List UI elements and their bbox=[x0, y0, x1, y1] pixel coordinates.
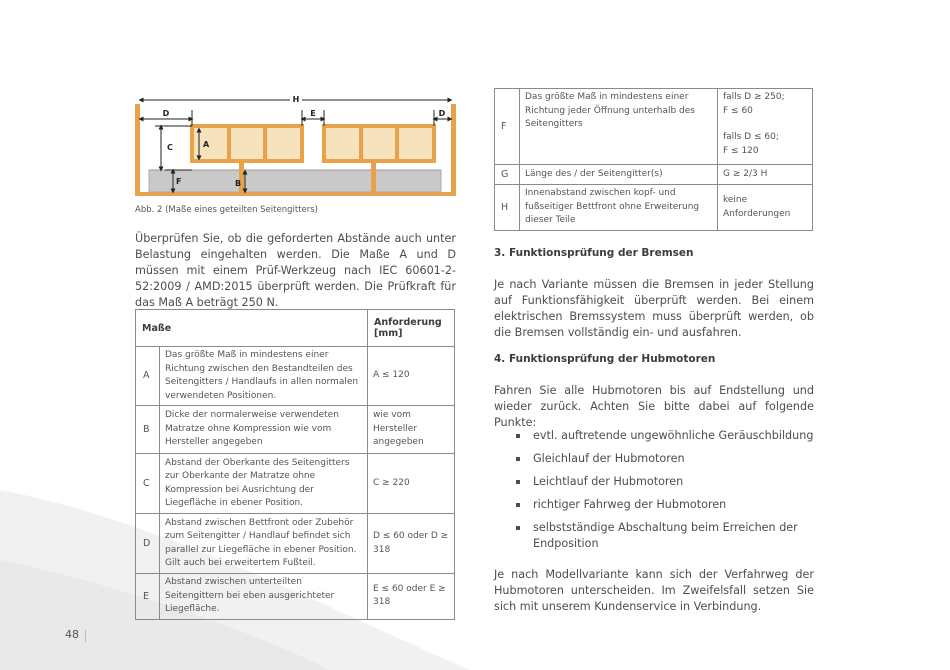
table-row bbox=[136, 406, 455, 454]
row-description: Innenabstand zwischen kopf- und fußseitiger Bettfront ohne Erweiterung dieser Teile bbox=[520, 185, 718, 231]
row-description: Länge des / der Seitengitter(s) bbox=[520, 165, 718, 185]
bullet-icon bbox=[516, 503, 520, 507]
row-description: Das größte Maß in mindestens einer Richtung jeder Öffnung unterhalb des Seitengitters bbox=[520, 89, 718, 165]
row-key: D bbox=[136, 514, 160, 574]
requirement-line: falls D ≤ 60; bbox=[723, 132, 779, 142]
section-4-outro: Je nach Modellvariante kann sich der Verfahrweg der Hubmotoren unterscheiden. Im Zweifelsfall setzen Sie sich mit unserem Kundenservice in Verbindung. bbox=[494, 568, 814, 613]
dim-label-h: H bbox=[292, 95, 300, 104]
table-header-row bbox=[136, 310, 455, 347]
bullet-icon bbox=[516, 480, 520, 484]
row-description: Abstand zwischen Bettfront oder Zubehör zum Seitengitter / Handlauf befindet sich parallel zur Liegefläche in ebener Position. Gilt auch bei erweitertem Fußteil. bbox=[160, 514, 368, 574]
header-measure: Maße bbox=[136, 310, 368, 347]
page-number: 48 bbox=[65, 628, 79, 641]
table-row bbox=[495, 165, 813, 185]
bullet-icon bbox=[516, 526, 520, 530]
section-4-intro: Fahren Sie alle Hubmotoren bis auf Endstellung und wieder zurück. Achten Sie bitte dabei auf folgende Punkte: bbox=[494, 384, 814, 429]
requirement-line bbox=[723, 118, 807, 131]
row-requirement: A ≤ 120 bbox=[368, 347, 455, 406]
checklist bbox=[514, 428, 814, 559]
row-key: H bbox=[495, 185, 520, 231]
row-requirement bbox=[718, 89, 813, 165]
figure-caption: Abb. 2 (Maße eines geteilten Seitengitters) bbox=[135, 205, 318, 215]
table-row bbox=[136, 574, 455, 620]
row-requirement: G ≥ 2/3 H bbox=[718, 165, 813, 185]
header-requirement: Anforderung [mm] bbox=[368, 310, 455, 347]
row-requirement: E ≤ 60 oder E ≥ 318 bbox=[368, 574, 455, 620]
bullet-icon bbox=[516, 434, 520, 438]
section-3-heading: 3. Funktionsprüfung der Bremsen bbox=[494, 247, 694, 259]
row-description: Abstand der Oberkante des Seitengitters zur Oberkante der Matratze ohne Kompression bei Ausrichtung der Liegefläche in ebener Position. bbox=[160, 454, 368, 514]
side-rail-figure bbox=[135, 86, 456, 201]
intro-paragraph: Überprüfen Sie, ob die geforderten Abstände auch unter Belastung eingehalten werden. Die Maße A und D müssen mit einem Prüf-Werkzeug nach IEC 60601-2-52:2009 / AMD:2015 überprüft werden. Die Prüfkraft für das Maß A beträgt 250 N. bbox=[135, 232, 456, 309]
row-requirement: wie vom Hersteller angegeben bbox=[368, 406, 455, 454]
dim-label-d-right: D bbox=[438, 109, 446, 118]
row-key: A bbox=[136, 347, 160, 406]
dim-label-f: F bbox=[176, 177, 182, 186]
requirement-line: F ≤ 120 bbox=[723, 145, 759, 156]
measurements-table bbox=[135, 309, 455, 620]
row-requirement: C ≥ 220 bbox=[368, 454, 455, 514]
list-item: richtiger Fahrweg der Hubmotoren bbox=[514, 497, 814, 513]
row-description: Abstand zwischen unterteilten Seitengittern bei eben ausgerichteter Liegefläche. bbox=[160, 574, 368, 620]
dim-label-e: E bbox=[310, 109, 316, 118]
row-key: F bbox=[495, 89, 520, 165]
dim-label-a: A bbox=[203, 140, 210, 149]
dim-label-d-left: D bbox=[162, 109, 170, 118]
requirement-line: F ≤ 60 bbox=[723, 105, 753, 116]
bullet-icon bbox=[516, 457, 520, 461]
measurements-table-continued bbox=[494, 88, 813, 231]
table-row bbox=[136, 454, 455, 514]
list-item: Leichtlauf der Hubmotoren bbox=[514, 474, 814, 490]
row-key: E bbox=[136, 574, 160, 620]
page-number-divider bbox=[85, 630, 86, 642]
table-row bbox=[495, 89, 813, 165]
table-row bbox=[136, 514, 455, 574]
dim-label-b: B bbox=[235, 179, 242, 188]
list-item: evtl. auftretende ungewöhnliche Geräuschbildung bbox=[514, 428, 814, 444]
table-row bbox=[136, 347, 455, 406]
row-key: B bbox=[136, 406, 160, 454]
dim-label-c: C bbox=[167, 143, 173, 152]
requirement-line: keine bbox=[723, 195, 748, 205]
list-item: selbstständige Abschaltung beim Erreichen der Endposition bbox=[514, 520, 814, 552]
row-requirement bbox=[718, 185, 813, 231]
row-key: C bbox=[136, 454, 160, 514]
row-description: Dicke der normalerweise verwendeten Matratze ohne Kompression wie vom Hersteller angegeben bbox=[160, 406, 368, 454]
list-item: Gleichlauf der Hubmotoren bbox=[514, 451, 814, 467]
row-requirement: D ≤ 60 oder D ≥ 318 bbox=[368, 514, 455, 574]
section-4-heading: 4. Funktionsprüfung der Hubmotoren bbox=[494, 353, 716, 365]
requirement-line: falls D ≥ 250; bbox=[723, 92, 785, 102]
table-row bbox=[495, 185, 813, 231]
row-key: G bbox=[495, 165, 520, 185]
section-3-text: Je nach Variante müssen die Bremsen in jeder Stellung auf Funktionsfähigkeit überprüft werden. Bei einem elektrischen Bremssystem muss überprüft werden, ob die Bremsen vollständig ein- und ausfahren. bbox=[494, 278, 814, 339]
requirement-line: Anforderungen bbox=[723, 208, 791, 219]
row-description: Das größte Maß in mindestens einer Richtung zwischen den Bestandteilen des Seitengitters / Handlaufs in allen normalen verwendeten Positionen. bbox=[160, 347, 368, 406]
